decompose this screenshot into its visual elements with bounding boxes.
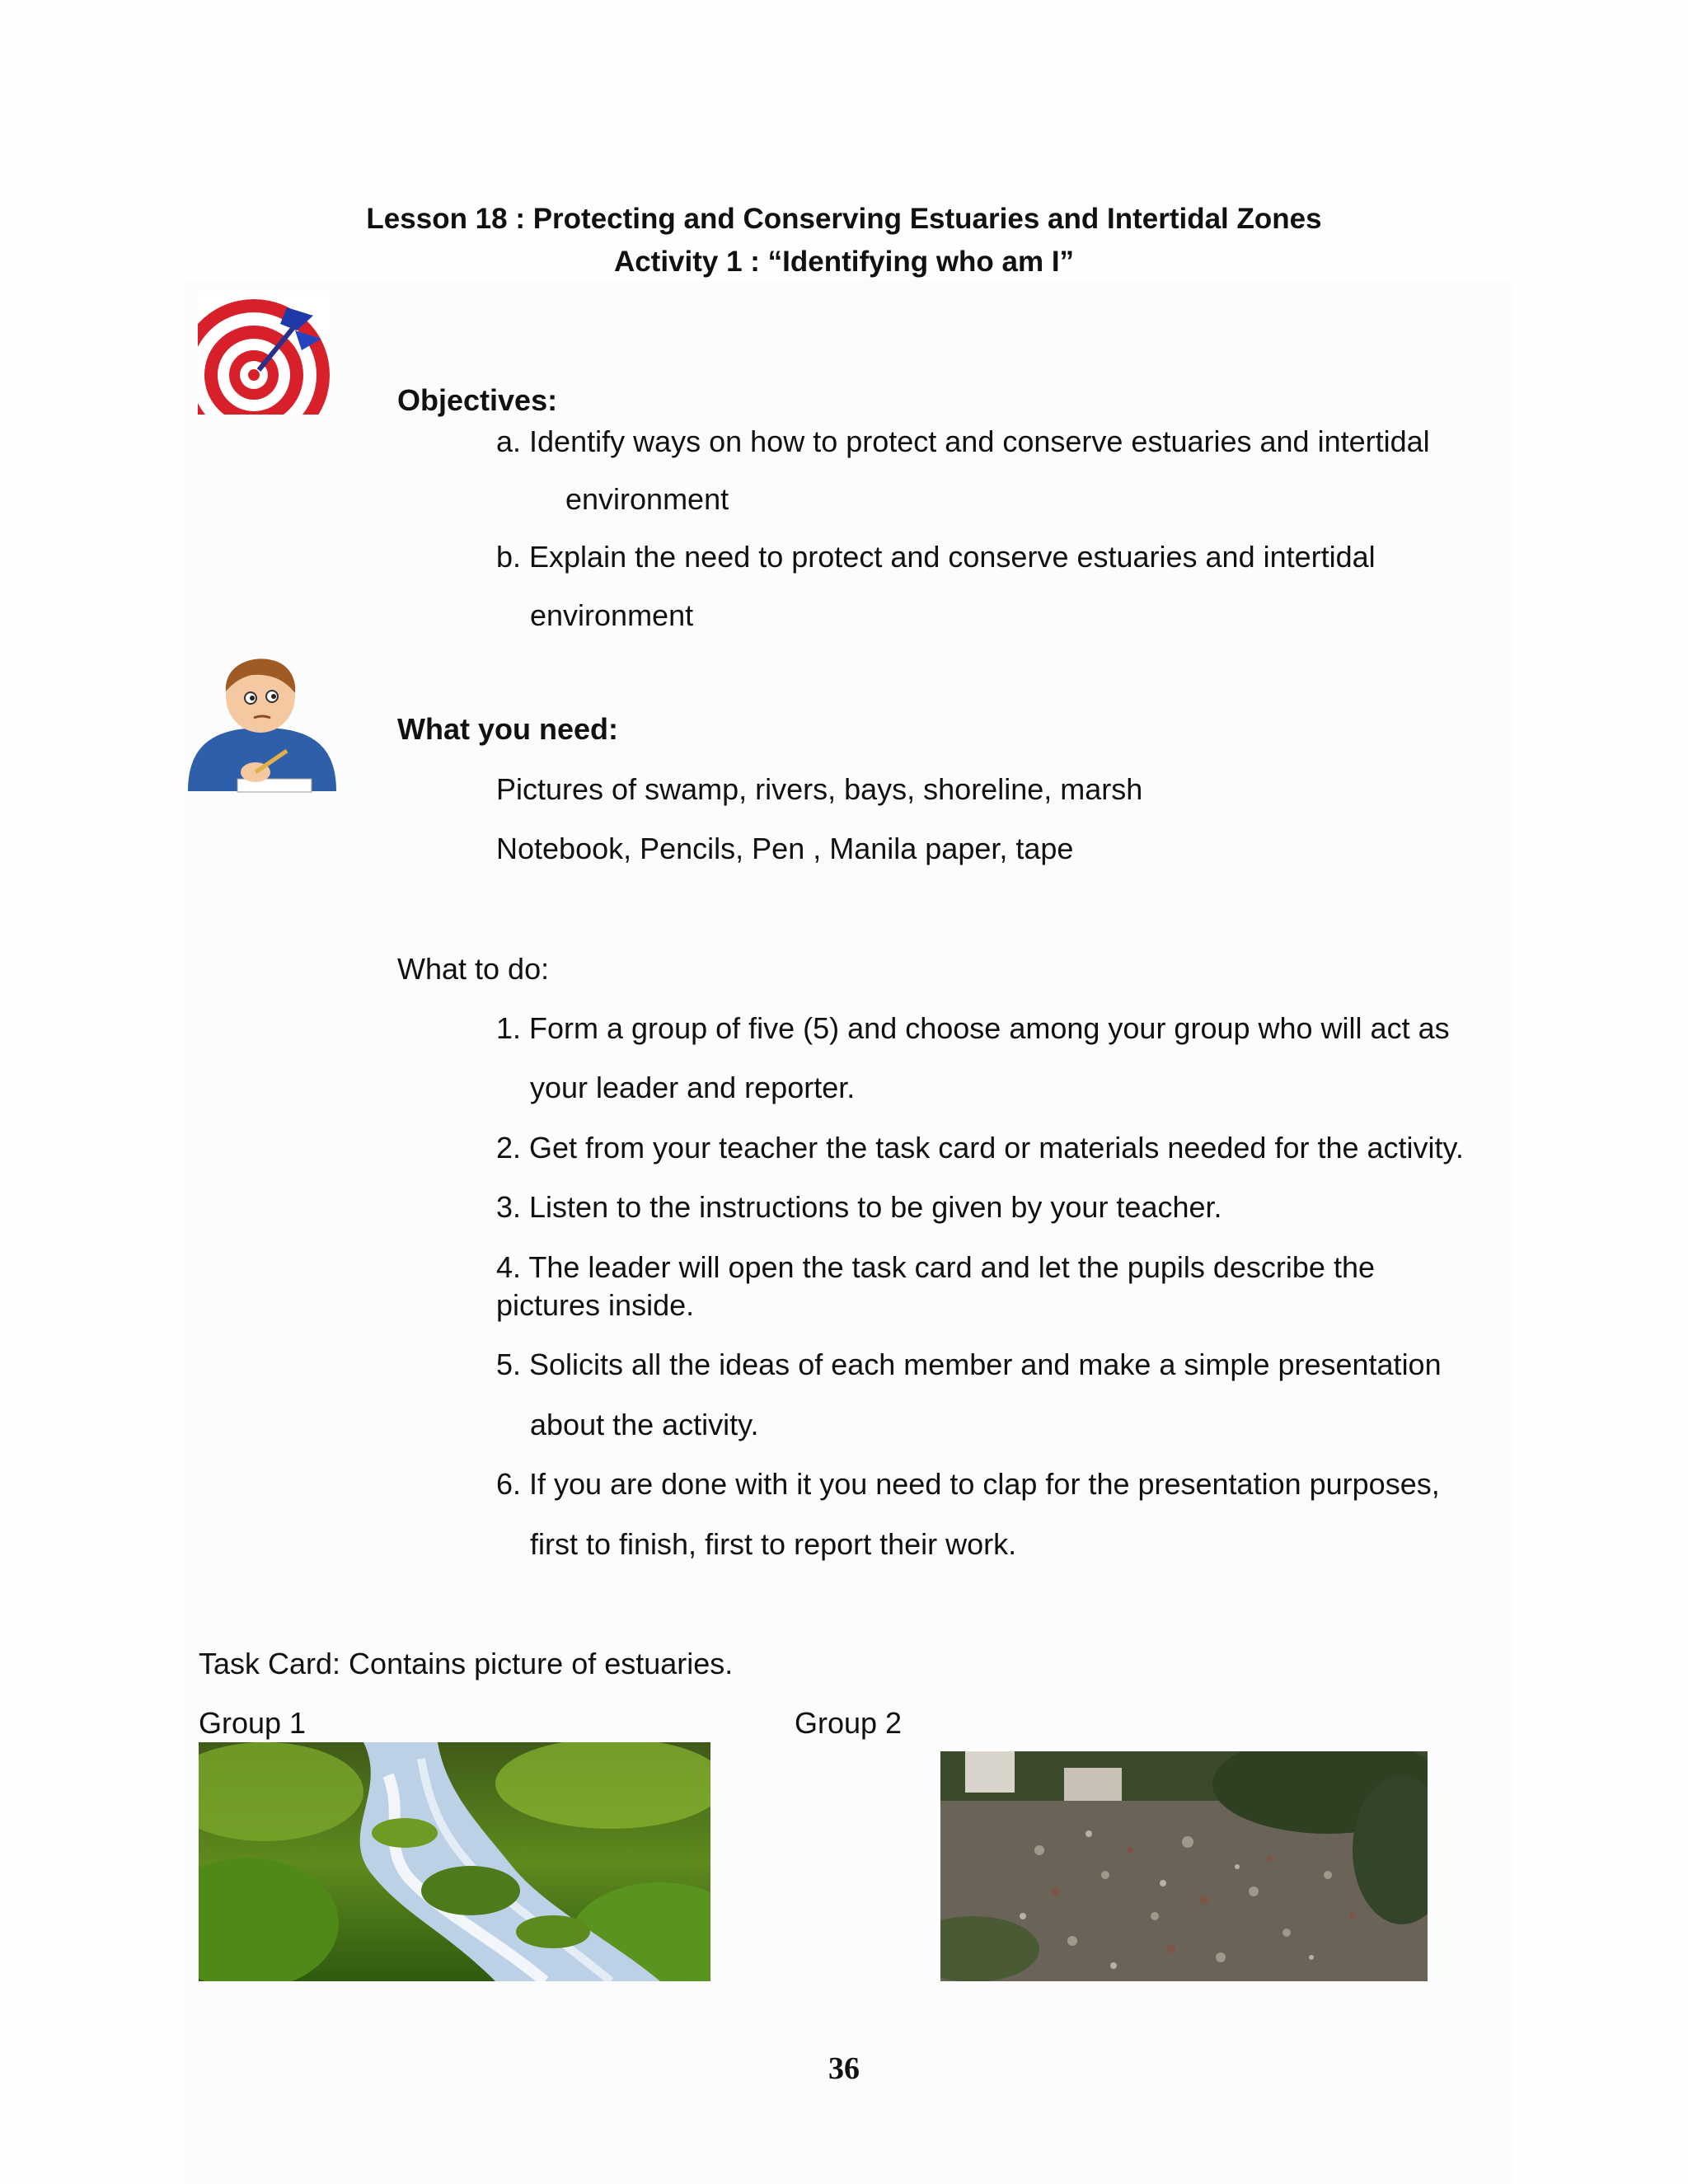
step5-line2: about the activity.	[530, 1408, 759, 1441]
objective-b-line1: b. Explain the need to protect and conserve estuaries and intertidal	[496, 540, 1376, 574]
needs-line1: Pictures of swamp, rivers, bays, shoreline, marsh	[496, 772, 1143, 806]
objectives-heading: Objectives:	[397, 383, 558, 417]
group1-label: Group 1	[199, 1706, 307, 1740]
step4-line1: 4. The leader will open the task card and let the pupils describe the	[496, 1250, 1375, 1284]
polluted-river-photo	[940, 1751, 1428, 1981]
forest-stream-photo	[199, 1742, 710, 1981]
needs-line2: Notebook, Pencils, Pen , Manila paper, tape	[496, 832, 1074, 865]
objective-a-line1: a. Identify ways on how to protect and conserve estuaries and intertidal	[496, 424, 1430, 458]
student-thinking-icon	[180, 655, 345, 795]
todo-heading: What to do:	[397, 952, 550, 986]
step5-line1: 5. Solicits all the ideas of each member and make a simple presentation	[496, 1347, 1442, 1381]
task-card-label: Task Card: Contains picture of estuaries.	[199, 1647, 734, 1680]
objective-a-line2: environment	[565, 482, 729, 516]
lesson-title: Lesson 18 : Protecting and Conserving Estuaries and Intertidal Zones	[366, 203, 1322, 235]
step1-line2: your leader and reporter.	[530, 1071, 856, 1104]
step6-line1: 6. If you are done with it you need to clap for the presentation purposes,	[496, 1467, 1440, 1501]
step4-line2: pictures inside.	[496, 1288, 695, 1322]
step1-line1: 1. Form a group of five (5) and choose among your group who will act as	[496, 1011, 1450, 1045]
dartboard-target-icon	[198, 291, 330, 415]
step2: 2. Get from your teacher the task card or materials needed for the activity.	[496, 1131, 1464, 1165]
group2-label: Group 2	[795, 1706, 903, 1740]
step6-line2: first to finish, first to report their work.	[530, 1527, 1017, 1561]
step3: 3. Listen to the instructions to be given by your teacher.	[496, 1190, 1222, 1224]
needs-heading: What you need:	[397, 712, 618, 746]
page-number: 36	[828, 2051, 860, 2086]
activity-title: Activity 1 : “Identifying who am I”	[613, 246, 1075, 278]
objective-b-line2: environment	[530, 598, 694, 632]
